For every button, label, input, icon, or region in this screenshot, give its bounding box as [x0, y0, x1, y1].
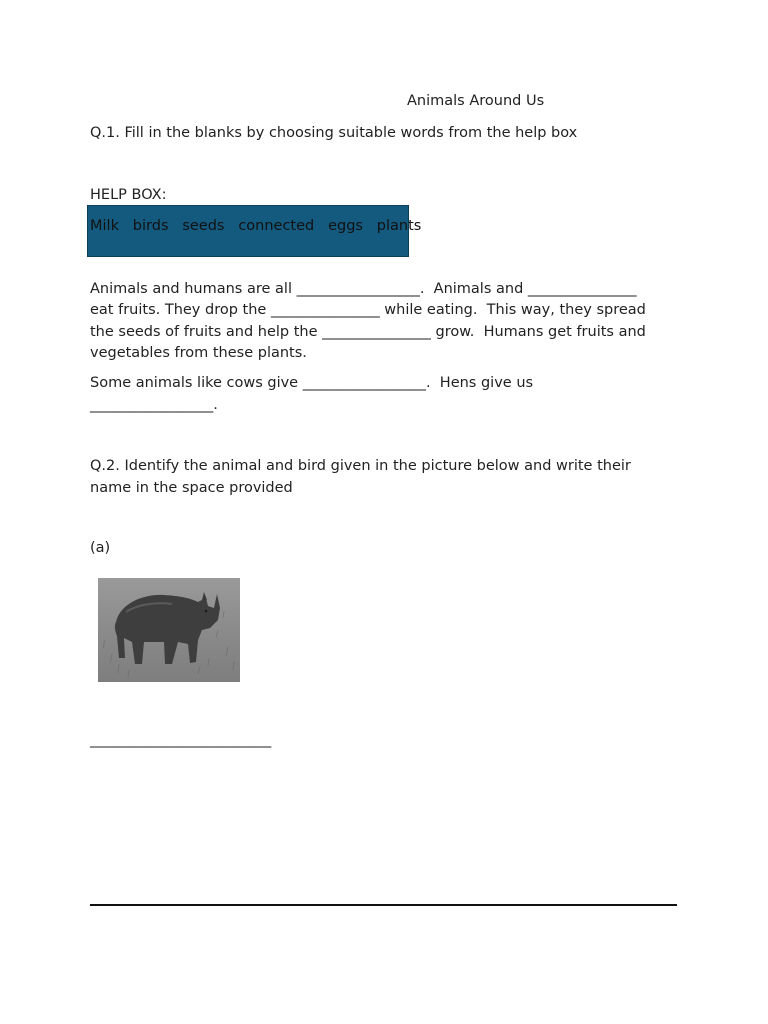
help-word: connected — [238, 218, 315, 234]
paragraph-line: Some animals like cows give _________________. Hens give us — [90, 375, 534, 391]
question-line: name in the space provided — [90, 479, 293, 496]
help-word: seeds — [182, 218, 225, 234]
rhinoceros-photo — [98, 578, 240, 682]
question-2 — [90, 456, 690, 499]
part-a-label: (a) — [90, 540, 111, 556]
help-box-words — [90, 217, 421, 235]
help-box-label: HELP BOX: — [90, 187, 167, 203]
help-word: plants — [376, 218, 422, 234]
fill-in-paragraph-2 — [90, 373, 690, 416]
fill-in-paragraph-1 — [90, 279, 690, 364]
page-title: Animals Around Us — [407, 93, 545, 109]
paragraph-line: eat fruits. They drop the _______________ while eating. This way, they spread — [90, 302, 646, 319]
help-word: birds — [132, 218, 169, 234]
help-word: Milk — [90, 218, 119, 234]
paragraph-line: _________________. — [90, 396, 218, 413]
paragraph-line: vegetables from these plants. — [90, 344, 307, 361]
question-line: Q.2. Identify the animal and bird given in the picture below and write their — [90, 458, 631, 474]
answer-blank[interactable]: _________________________ — [90, 732, 272, 748]
paragraph-line: the seeds of fruits and help the _______________ grow. Humans get fruits and — [90, 323, 646, 340]
help-word: eggs — [328, 218, 363, 234]
question-1: Q.1. Fill in the blanks by choosing suitable words from the help box — [90, 125, 578, 141]
paragraph-line: Animals and humans are all _________________. Animals and _______________ — [90, 281, 637, 297]
bottom-divider — [90, 904, 677, 906]
